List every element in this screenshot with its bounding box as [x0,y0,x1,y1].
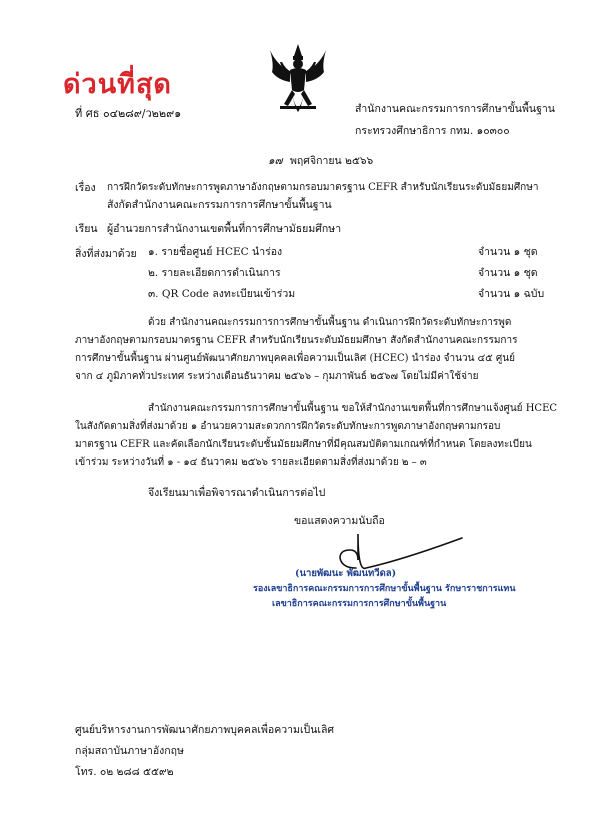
attachment-qty-3: จำนวน ๑ ฉบับ [478,288,545,300]
attachment-item-1: ๑. รายชื่อศูนย์ HCEC นำร่อง [148,246,283,258]
body-p2-line-3: มาตรฐาน CEFR และคัดเลือกนักเรียนระดับชั้นมัธยมศึกษาที่มีคุณสมบัติตามเกณฑ์ที่กำหนด โดยลงทะเบียน [75,439,532,450]
recipient-text: ผู้อำนวยการสำนักงานเขตพื้นที่การศึกษามัธยมศึกษา [107,223,342,235]
office-address: กระทรวงศึกษาธิการ กทม. ๑๐๓๐๐ [355,125,510,137]
subject-line-2: สังกัดสำนักงานคณะกรรมการการศึกษาขั้นพื้นฐาน [107,199,332,211]
footer-phone: โทร. ๐๒ ๒๘๘ ๕๕๙๒ [75,766,174,778]
subject-label: เรื่อง [75,182,96,194]
body-p2-line-2: ในสังกัดตามสิ่งที่ส่งมาด้วย ๑ อำนวยความสะดวกการฝึกวัดระดับทักษะการพูดภาษาอังกฤษตามกรอบ [75,421,501,432]
recipient-label: เรียน [75,223,98,235]
urgency-stamp: ด่วนที่สุด [63,69,172,100]
attachment-item-2: ๒. รายละเอียดการดำเนินการ [148,267,281,279]
reference-number: ที่ ศธ ๐๔๒๘๙/ว๒๒๙๑ [75,107,182,120]
date-day: ๑๗ [268,155,283,167]
body-p3: จึงเรียนมาเพื่อพิจารณาดำเนินการต่อไป [148,487,326,499]
signer-name: (นายพัฒนะ พัฒนทวีดล) [295,568,397,579]
footer-group: กลุ่มสถาบันภาษาอังกฤษ [75,745,184,757]
signer-title-2: เลขาธิการคณะกรรมการการศึกษาขั้นพื้นฐาน [272,599,447,609]
body-p1-line-4: จาก ๔ ภูมิภาคทั่วประเทศ ระหว่างเดือนธันวาคม ๒๕๖๖ – กุมภาพันธ์ ๒๕๖๗ โดยไม่มีค่าใช้จ่าย [75,371,479,382]
attachment-item-3: ๓. QR Code ลงทะเบียนเข้าร่วม [148,288,296,300]
attachments-label: สิ่งที่ส่งมาด้วย [75,248,137,260]
subject-line-1: การฝึกวัดระดับทักษะการพูดภาษาอังกฤษตามกรอบมาตรฐาน CEFR สำหรับนักเรียนระดับมัธยมศึกษา [107,182,539,193]
garuda-emblem [268,42,328,122]
footer-unit: ศูนย์บริหารงานการพัฒนาศักยภาพบุคคลเพื่อความเป็นเลิศ [75,724,335,736]
letter-date: พฤศจิกายน ๒๕๖๖ [290,155,374,167]
closing-salutation: ขอแสดงความนับถือ [294,515,385,527]
signer-title-1: รองเลขาธิการคณะกรรมการการศึกษาขั้นพื้นฐาน รักษาราชการแทน [253,584,516,594]
office-name: สำนักงานคณะกรรมการการศึกษาขั้นพื้นฐาน [355,103,555,115]
body-p1-line-2: ภาษาอังกฤษตามกรอบมาตรฐาน CEFR สำหรับนักเรียนระดับมัธยมศึกษา สังกัดสำนักงานคณะกรรมการ [75,335,518,346]
attachment-qty-1: จำนวน ๑ ชุด [478,246,538,258]
body-p1-line-3: การศึกษาขั้นพื้นฐาน ผ่านศูนย์พัฒนาศักยภาพบุคคลเพื่อความเป็นเลิศ (HCEC) นำร่อง จำนวน ๔๕ ศูนย์ [75,353,515,364]
body-p2-line-4: เข้าร่วม ระหว่างวันที่ ๑ - ๑๔ ธันวาคม ๒๕๖๖ รายละเอียดตามสิ่งที่ส่งมาด้วย ๒ – ๓ [75,457,427,468]
body-p1-line-1: ด้วย สำนักงานคณะกรรมการการศึกษาขั้นพื้นฐาน ดำเนินการฝึกวัดระดับทักษะการพูด [148,317,512,328]
attachment-qty-2: จำนวน ๑ ชุด [478,267,538,279]
body-p2-line-1: สำนักงานคณะกรรมการการศึกษาขั้นพื้นฐาน ขอให้สำนักงานเขตพื้นที่การศึกษาแจ้งศูนย์ HCEC [148,403,558,414]
